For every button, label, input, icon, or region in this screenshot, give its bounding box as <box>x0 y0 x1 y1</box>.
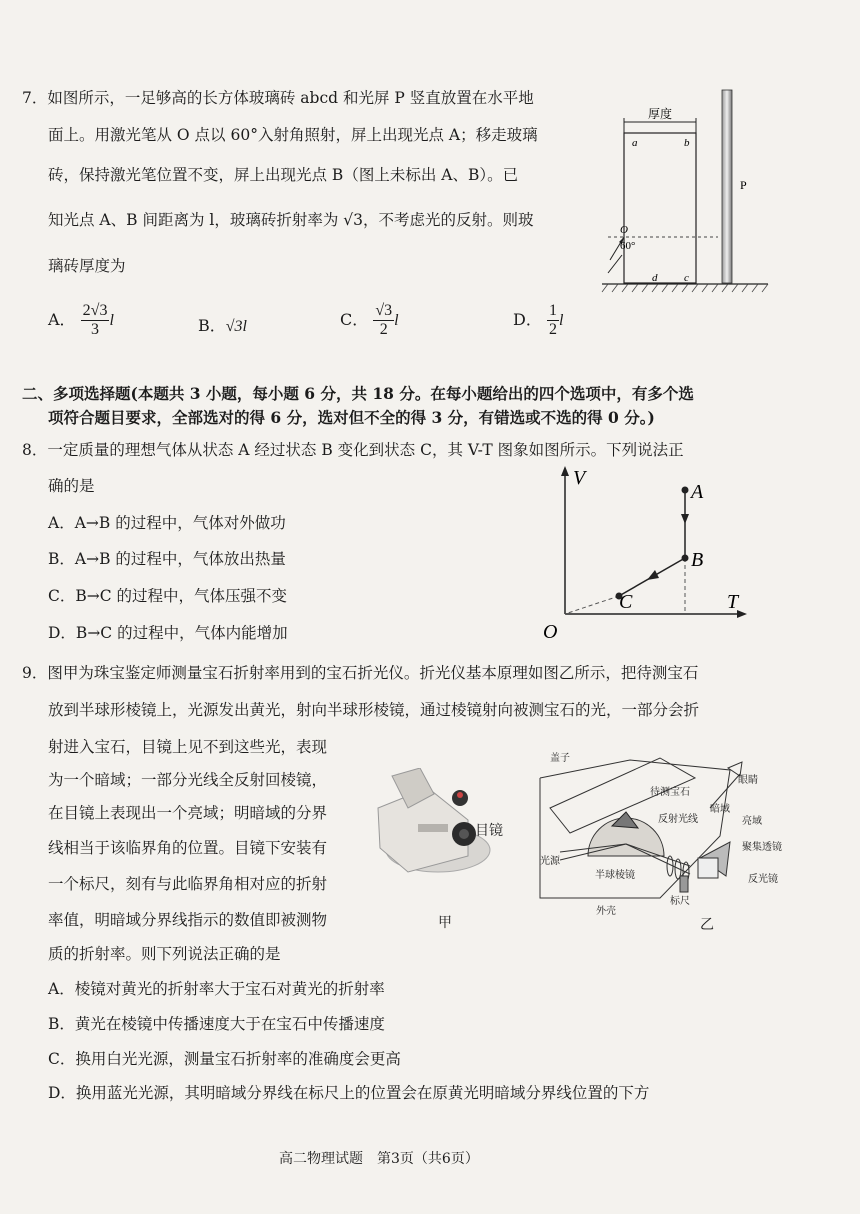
mirror-label: 反光镜 <box>748 874 778 885</box>
q8-line1: 8．一定质量的理想气体从状态 A 经过状态 B 变化到状态 C，其 V-T 图象如图所示。下列说法正 <box>22 441 684 459</box>
q9-line4: 为一个暗域；一部分光线全反射回棱镜， <box>48 771 328 789</box>
corner-b: b <box>684 137 690 149</box>
q9-line3: 射进入宝石，目镜上见不到这些光，表现 <box>48 738 328 756</box>
q9-line9: 质的折射率。则下列说法正确的是 <box>48 945 281 963</box>
dark-zone-label: 暗域 <box>710 804 730 815</box>
reflect-label: 反射光线 <box>658 814 698 825</box>
corner-d: d <box>652 272 658 284</box>
c-extension <box>565 596 619 614</box>
glass-brick <box>624 133 696 283</box>
v-axis-label: V <box>573 467 586 489</box>
q8-option-b: B．A→B 的过程中，气体放出热量 <box>48 550 286 568</box>
state-c-label: C <box>619 591 633 613</box>
corner-a: a <box>632 137 638 149</box>
screen-label: P <box>740 178 747 192</box>
q9-line5: 在目镜上表现出一个亮域；明暗域的分界 <box>48 804 328 822</box>
numerator: √3 <box>375 302 393 319</box>
light-screen <box>722 90 732 283</box>
fig-yi-caption: 乙 <box>700 917 714 933</box>
condenser-label: 聚集透镜 <box>742 842 782 853</box>
q8-line2: 确的是 <box>48 477 95 495</box>
option-label: C． <box>340 310 369 329</box>
option-label: D． <box>513 310 542 329</box>
fraction <box>547 302 559 339</box>
state-a-label: A <box>691 481 704 503</box>
source-label: 光源 <box>540 856 560 867</box>
q9-line7: 一个标尺，刻有与此临界角相对应的折射 <box>48 875 328 893</box>
eyepiece-label: 目镜 <box>475 823 503 839</box>
arrow-b-to-c <box>647 570 659 580</box>
arrow-a-to-b <box>681 514 689 524</box>
q9-option-a: A．棱镜对黄光的折射率大于宝石对黄光的折射率 <box>48 980 385 998</box>
laser-pen <box>608 255 622 273</box>
thickness-label: 厚度 <box>647 107 673 121</box>
option-label: B． <box>198 316 226 335</box>
q8-option-a: A．A→B 的过程中，气体对外做功 <box>48 514 286 532</box>
state-a-point <box>682 487 689 494</box>
q9-option-d: D．换用蓝光光源，其明暗域分界线在标尺上的位置会在原黄光明暗域分界线位置的下方 <box>48 1084 650 1102</box>
q9-option-c: C．换用白光光源，测量宝石折射率的准确度会更高 <box>48 1050 401 1068</box>
q9-line1: 9．图甲为珠宝鉴定师测量宝石折射率用到的宝石折光仪。折光仪基本原理如图乙所示，把待测宝石 <box>22 664 699 682</box>
t-axis-label: T <box>727 591 739 613</box>
q9-option-b: B．黄光在棱镜中传播速度大于在宝石中传播速度 <box>48 1015 385 1033</box>
bright-zone-label: 亮域 <box>742 816 762 827</box>
outer-shell-label: 外壳 <box>596 906 616 917</box>
denominator: 3 <box>91 321 100 338</box>
q8-option-d: D．B→C 的过程中，气体内能增加 <box>48 624 288 642</box>
q7-line4: 知光点 A、B 间距离为 l，玻璃砖折射率为 √3，不考虑光的反射。则玻 <box>48 211 534 229</box>
scale-bar <box>680 876 688 892</box>
state-b-point <box>682 555 689 562</box>
section2-heading-line1: 二、多项选择题(本题共 3 小题，每小题 6 分，共 18 分。在每小题给出的四个选项中，有多个选 <box>22 384 694 403</box>
dark-bright-window <box>698 858 718 878</box>
eye-label: 眼睛 <box>738 775 758 786</box>
origin-label: O <box>543 621 558 643</box>
q8-option-c: C．B→C 的过程中，气体压强不变 <box>48 587 288 605</box>
fraction <box>81 302 110 339</box>
option-label: A． <box>48 310 76 329</box>
q7-option-c <box>340 302 399 339</box>
denominator: 2 <box>548 321 557 338</box>
q7-line5: 璃砖厚度为 <box>48 257 126 275</box>
variable: l <box>558 312 564 329</box>
angle-label: 60° <box>620 240 636 252</box>
q7-line2: 面上。用激光笔从 O 点以 60°入射角照射，屏上出现光点 A；移走玻璃 <box>48 126 538 144</box>
variable: l <box>394 312 399 329</box>
device-stripe <box>418 824 448 832</box>
page-footer: 高二物理试题 第3页（共6页） <box>279 1151 479 1167</box>
gem-label: 待测宝石 <box>650 787 690 798</box>
q9-line6: 线相当于该临界角的位置。目镜下安装有 <box>48 839 328 857</box>
q9-line2: 放到半球形棱镜上，光源发出黄光，射向半球形棱镜，通过棱镜射向被测宝石的光，一部分会折 <box>48 701 700 719</box>
option-value: √3l <box>225 318 247 335</box>
numerator: 1 <box>548 302 557 319</box>
lid-label: 盖子 <box>550 753 570 764</box>
point-o: O <box>620 224 628 236</box>
q7-option-b <box>198 313 247 336</box>
scale-label: 标尺 <box>670 896 690 907</box>
fig-jia-caption: 甲 <box>438 915 452 931</box>
state-b-label: B <box>691 549 704 571</box>
q8-vt-graph <box>535 462 755 647</box>
q9-line8: 率值，明暗域分界线指示的数值即被测物 <box>48 911 328 929</box>
numerator: 2√3 <box>82 302 108 319</box>
q7-option-a <box>48 302 114 339</box>
section2-heading-line2: 项符合题目要求，全部选对的得 6 分，选对但不全的得 3 分，有错选或不选的得 0 分。) <box>48 408 655 427</box>
variable: l <box>109 312 114 329</box>
prism-label: 半球棱镜 <box>595 870 635 881</box>
fraction <box>373 302 394 339</box>
q7-option-d <box>513 302 563 339</box>
q7-line1: 7．如图所示，一足够高的长方体玻璃砖 abcd 和光屏 P 竖直放置在水平地 <box>22 89 534 107</box>
denominator: 2 <box>379 321 388 338</box>
q7-glass-screen-figure <box>600 85 775 300</box>
corner-c: c <box>684 272 689 284</box>
q7-line3: 砖，保持激光笔位置不变，屏上出现光点 B（图上未标出 A、B）。已 <box>48 166 519 184</box>
